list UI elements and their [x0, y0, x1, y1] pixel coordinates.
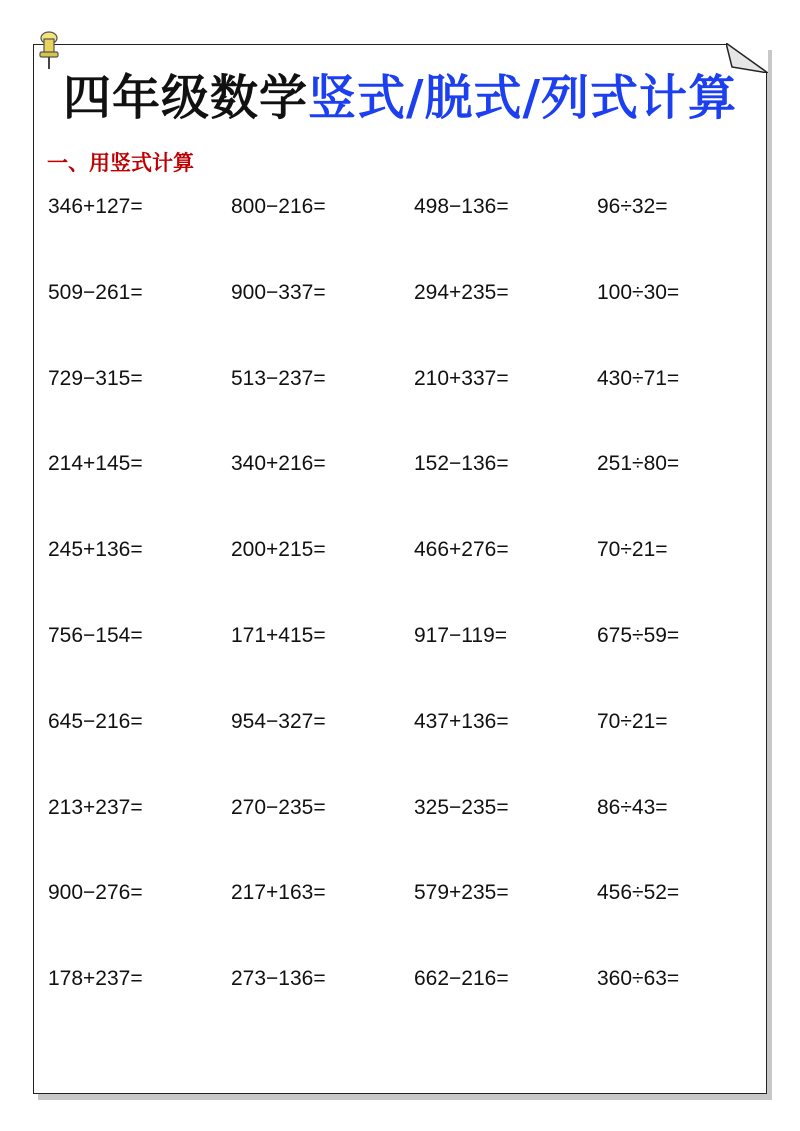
problem-item: 171+415= — [231, 623, 326, 647]
problem-item: 86÷43= — [597, 795, 668, 819]
problem-item: 273−136= — [231, 967, 326, 991]
problem-item: 900−276= — [48, 881, 143, 905]
title-grade-subject: 四年级数学 — [62, 70, 308, 126]
problem-item: 662−216= — [414, 967, 509, 991]
problem-item: 178+237= — [48, 967, 143, 991]
problem-item: 251÷80= — [597, 452, 680, 476]
problem-item: 217+163= — [231, 881, 326, 905]
problem-item: 800−216= — [231, 195, 326, 218]
problem-item: 214+145= — [48, 452, 143, 476]
problem-item: 210+337= — [414, 366, 509, 390]
problem-item: 900−337= — [231, 280, 326, 304]
problem-item: 456÷52= — [597, 881, 680, 905]
problem-item: 200+215= — [231, 538, 326, 562]
problem-item: 270−235= — [231, 795, 326, 819]
problem-item: 729−315= — [48, 366, 143, 390]
problem-item: 213+237= — [48, 795, 143, 819]
problem-item: 430÷71= — [597, 366, 680, 390]
problem-item: 954−327= — [231, 709, 326, 733]
problem-item: 70÷21= — [597, 709, 668, 733]
problem-item: 294+235= — [414, 280, 509, 304]
problem-item: 917−119= — [414, 623, 508, 647]
problem-item: 513−237= — [231, 366, 326, 390]
problem-item: 437+136= — [414, 709, 509, 733]
problem-item: 70÷21= — [597, 538, 668, 562]
page-title — [0, 68, 800, 128]
problem-item: 645−216= — [48, 709, 143, 733]
problem-item: 100÷30= — [597, 280, 680, 304]
problem-item: 466+276= — [414, 538, 509, 562]
title-calc-types: 竖式/脱式/列式计算 — [307, 70, 738, 126]
problem-item: 96÷32= — [597, 195, 668, 218]
problem-item: 498−136= — [414, 195, 509, 218]
problem-item: 756−154= — [48, 623, 143, 647]
section-heading: 一、用竖式计算 — [47, 151, 194, 175]
problem-item: 360÷63= — [597, 967, 680, 991]
problem-item: 509−261= — [48, 280, 143, 304]
problem-item: 245+136= — [48, 538, 143, 562]
problem-grid — [48, 193, 768, 1051]
pushpin-icon — [34, 30, 64, 72]
problem-item: 346+127= — [48, 195, 143, 218]
problem-item: 675÷59= — [597, 623, 680, 647]
problem-item: 340+216= — [231, 452, 326, 476]
problem-item: 152−136= — [414, 452, 509, 476]
problem-item: 325−235= — [414, 795, 509, 819]
problem-item: 579+235= — [414, 881, 509, 905]
